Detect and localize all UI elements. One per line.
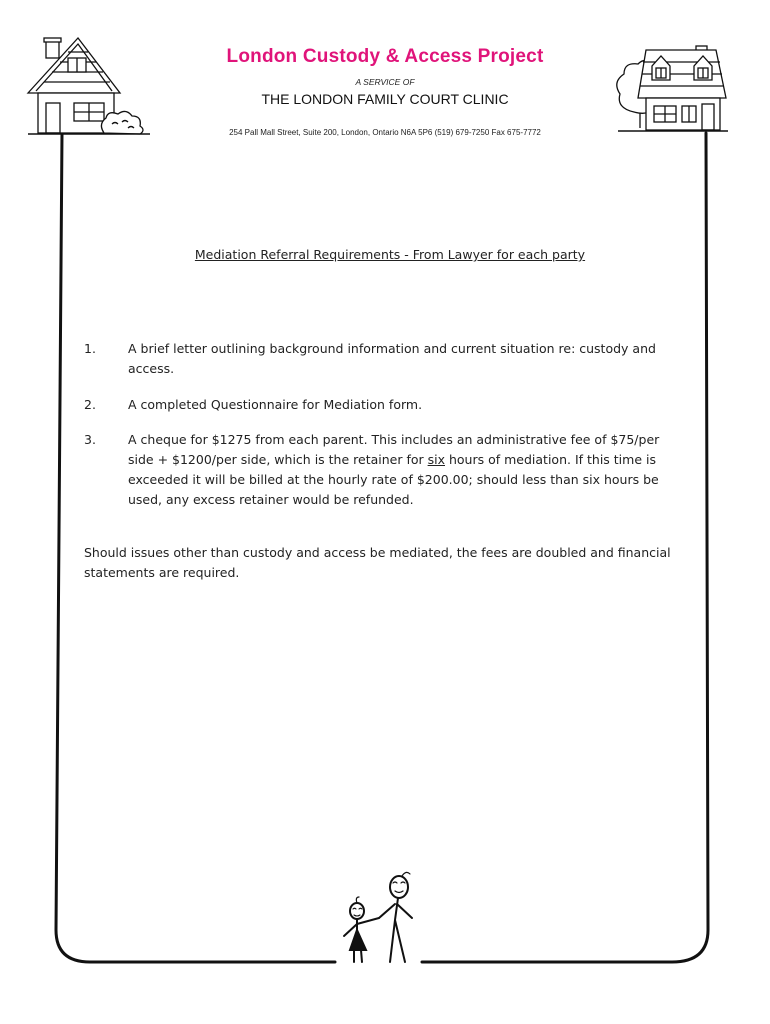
service-of-label: A SERVICE OF <box>355 77 415 87</box>
requirement-text-part: hours of mediation. If this time is exceeded it will be billed at the hourly rate of $200.00; should less than six hours be used, any excess retainer would be refunded. <box>128 452 659 507</box>
requirement-number: 3. <box>84 432 96 447</box>
requirement-text: A completed Questionnaire for Mediation form. <box>128 397 423 412</box>
requirement-text-part: A cheque for $1275 from each parent. This includes an administrative fee of $75/per side + $1200/per side, which is the retainer for <box>128 432 660 467</box>
contact-address: 254 Pall Mall Street, Suite 200, London, Ontario N6A 5P6 (519) 679-7250 Fax 675-7772 <box>229 128 541 137</box>
left-house-icon <box>28 38 150 134</box>
closing-paragraph: Should issues other than custody and access be mediated, the fees are doubled and financial statements are required. <box>84 545 671 580</box>
requirement-number: 2. <box>84 397 96 412</box>
stick-figures-icon <box>344 872 412 962</box>
requirement-text <box>128 430 668 510</box>
requirement-number: 1. <box>84 341 96 356</box>
right-house-icon <box>617 46 728 131</box>
requirement-text: A brief letter outlining background information and current situation re: custody and access. <box>128 341 656 376</box>
clinic-name: THE LONDON FAMILY COURT CLINIC <box>261 91 509 107</box>
document-heading: Mediation Referral Requirements - From Lawyer for each party <box>194 247 586 262</box>
organization-name: London Custody & Access Project <box>226 46 544 67</box>
underlined-six: six <box>427 452 445 467</box>
